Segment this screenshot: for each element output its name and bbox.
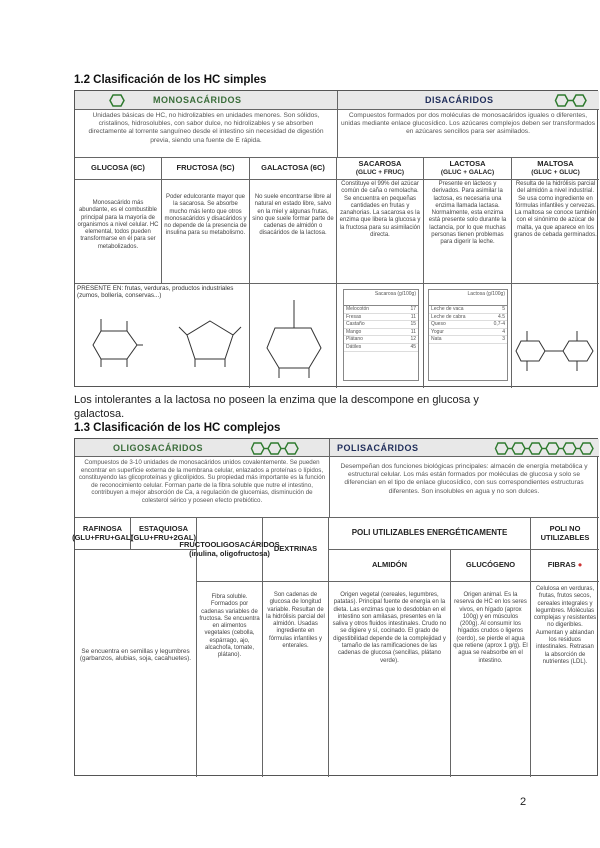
- mini-table-food: Nata: [431, 336, 442, 343]
- mini-table-value: 3: [502, 336, 505, 343]
- section-title-complex: 1.3 Clasificación de los HC complejos: [74, 422, 281, 434]
- fructose-ring-icon: [175, 313, 245, 369]
- maltosa-text: Resulta de la hidrólisis parcial del almidón a nivel industrial. Se usa como ingrediente en fórmulas infantiles y cervezas. La maltosa se conoce también con el sinónimo de azúcar de malta, ya que aparece en los granos de cebada germinados.: [512, 180, 599, 284]
- col-fructosa-header: FRUCTOSA (5C): [162, 158, 250, 180]
- col-fos-header: FRUCTOOLIGOSACÁRIDOS (inulina, oligofructosa): [197, 518, 263, 582]
- fibras-text: Celulosa en verduras, frutas, frutos secos, cereales integrales y legumbres. Moléculas complejas y resistentes no digeribles. Aumentan y ablandan los residuos intestinales. Retrasan la absorción de nutrientes (LDL).: [533, 586, 597, 665]
- mini-table-row: [344, 336, 418, 344]
- mini-table-food: Queso: [431, 321, 446, 328]
- oligo-title: OLIGOSACÁRIDOS: [113, 443, 204, 453]
- mini-table-food: Fresas: [346, 313, 362, 320]
- complex-hc-table: [74, 438, 598, 776]
- di-description: Compuestos formados por dos moléculas de monosacáridos iguales o diferentes, unidas mediante enlace glucosídico. Los azúcares complejos deben ser transformados en azúcares sencillos para ser asimilados.: [341, 112, 596, 136]
- hexagon-icon: [109, 94, 125, 107]
- col-almidon-header: ALMIDÓN: [329, 550, 451, 582]
- col-estaquiosa-header: ESTAQUIOSA (GLU+FRU+2GAL): [131, 518, 197, 550]
- col-maltosa-header: MALTOSA (GLUC + GLUC): [512, 158, 599, 180]
- fructosa-text: Poder edulcorante mayor que la sacarosa. Se absorbe mucho más lento que otros monosacáridos y disacáridos y no depende de la presencia de insulina para su metabolismo.: [162, 180, 250, 284]
- galactosa-text: No suele encontrarse libre al natural en estado libre, salvo en la miel y algunas frutas, sino que suele formar parte de cadenas de almidón o disacáridos de la lactosa.: [250, 180, 337, 284]
- mini-table-value: 0,7-4: [493, 321, 505, 328]
- mini-table-food: Yogur: [431, 328, 444, 335]
- mini-table-row: [429, 329, 507, 337]
- mini-table-row: [344, 314, 418, 322]
- mini-table-food: Leche de cabra: [431, 313, 466, 320]
- col-glucosa-header: GLUCOSA (6C): [75, 158, 162, 180]
- lactose-intolerance-note: Los intolerantes a la lactosa no poseen la enzima que la descompone en glucosa y galactosa.: [74, 394, 479, 420]
- glucosa-text: Monosacárido más abundante, es el combustible principal para la mayoría de organismos a nivel celular. HC elemental, todos pueden transformarse en él para ser metabolizados.: [75, 180, 162, 284]
- double-hexagon-icon: [555, 94, 587, 107]
- simple-hc-table: [74, 90, 598, 387]
- col-fibras-header: FIBRAS ●: [531, 550, 599, 582]
- mini-table-food: Mango: [346, 328, 362, 335]
- mini-table-row: [344, 321, 418, 329]
- col-glucogeno-header: GLUCÓGENO: [451, 550, 531, 582]
- mini-table-row: [429, 321, 507, 329]
- maltose-ring-icon: [515, 327, 597, 375]
- mini-table-value: 45: [410, 343, 416, 350]
- mini-table-value: 11: [410, 328, 416, 335]
- mono-description: Unidades básicas de HC, no hidrolizables en unidades menores. Son sólidos, cristalinos, hidrosolubles, con sabor dulce, no hidrolizables y se absorben directamente al torrente sanguíneo desde el intestino sin necesidad de digestión previa, siendo una fuente de E rápida.: [88, 112, 324, 144]
- mini-table-food: Castaño: [346, 321, 365, 328]
- mini-table-value: 12: [410, 336, 416, 343]
- mini-table-row: [429, 336, 507, 344]
- fos-text: Fibra soluble. Formados por cadenas variables de fructosa. Se encuentra en alimentos vegetales (cebolla, espárrago, ajo, alcachofa, tomate, plátano).: [197, 582, 263, 777]
- mini-table-food: Dátiles: [346, 343, 362, 350]
- mono-title: MONOSACÁRIDOS: [153, 95, 242, 105]
- oligo-description: Compuestos de 3-10 unidades de monosacáridos unidos covalentemente. Se pueden encontrar en superficie externa de la membrana celular, enlazados a proteínas o lípidos, constituyendo las glicoproteínas y glicolípidos. Su propiedad más importante es la función de reconocimiento celular. Forman parte de la fibra soluble que nutre el intestino, contribuyen a mejor absorción de Ca, a regulación de glucemias, disminución de colesterol sérico y poseen efecto prebiótico.: [78, 459, 326, 504]
- mini-table-value: 4: [502, 328, 505, 335]
- mini-table-row: [344, 329, 418, 337]
- galactose-ring-icon: [261, 298, 327, 380]
- dextrinas-text: Son cadenas de glucosa de longitud variable. Resultan de la hidrólisis parcial del almidón. Usadas ingrediente en fórmulas infantiles y enterales.: [263, 582, 329, 777]
- mini-table-food: Plátano: [346, 336, 363, 343]
- col-sacarosa-header: SACAROSA (GLUC + FRUC): [337, 158, 424, 180]
- di-title: DISACÁRIDOS: [425, 95, 494, 105]
- mini-table-row: [344, 344, 418, 352]
- col-dextrinas-header: DEXTRINAS: [263, 518, 329, 582]
- mini-table-food: Leche de vaca: [431, 306, 464, 312]
- glucogeno-text: Origen animal. Es la reserva de HC en los seres vivos, en hígado (aprox 100g) y en músculos (200g). Al consumir los hígados crudos o ligeros (cerdo), se pierde el agua que retiene (aprox 1 g/g). El agua se reabsorbe en el intestino.: [451, 582, 531, 777]
- almidon-text: Origen vegetal (cereales, legumbres, patatas). Principal fuente de energía en la dieta. Las enzimas que lo desdoblan en el intestino son amilasas, presentes en la saliva y otros fluidos intestinales. Crudo no se digiere y sí, cocinado. El grado de digestibilidad depende de la complejidad y tamaño de las ramificaciones de las cadenas de glucosa (sencillas, plátano verde).: [329, 582, 451, 777]
- poli-description: Desempeñan dos funciones biológicas principales: almacén de energía metabólica y estructural celular. Los más están formados por moléculas de glucosa y solo se diferencian en el tipo de enlace glucosídico, con sus correspondientes estructuras diferentes. Son insolubles en agua y no son dulces.: [340, 463, 588, 495]
- fructose-presence: PRESENTE EN: frutas, verduras, productos industriales (zumos, bollería, conservas...): [75, 284, 250, 388]
- hexagon-chain-icon: [251, 442, 311, 455]
- rafinosa-estaquiosa-text: Se encuentra en semillas y legumbres (garbanzos, alubias, soja, cacahuetes).: [75, 550, 197, 777]
- mini-table-value: 5: [502, 306, 505, 312]
- mini-table-value: 17: [410, 306, 416, 312]
- sacarosa-mini-table: Sacarosa (g/100g) Melocotón 17 Fresas 11 Castaño 15 Mango 11 Plátano 12 Dátiles 45: [343, 289, 419, 381]
- lactosa-text: Presente en lácteos y derivados. Para asimilar la lactosa, es necesaria una enzima llamada lactasa. Normalmente, esta enzima está presente solo durante la lactancia, por lo que muchas personas tienen problemas para digerir la leche.: [424, 180, 512, 284]
- lactosa-mini-table: Lactosa (g/100g) Leche de vaca 5 Leche de cabra 4.5 Queso 0,7-4 Yogur 4 Nata 3: [428, 289, 508, 381]
- mini-table-row: [429, 306, 507, 314]
- mini-table-value: 11: [410, 313, 416, 320]
- mini-table-value: 15: [410, 321, 416, 328]
- mini-table-row: [344, 306, 418, 314]
- sacarosa-text: Constituye el 99% del azúcar común de caña o remolacha. Se encuentra en pequeñas cantidades en frutas y zanahorias. La sacarosa es la enzima que libera la glucosa y la fructosa para su asimilación directa.: [337, 180, 424, 284]
- mini-table-food: Melocotón: [346, 306, 370, 312]
- col-rafinosa-header: RAFINOSA (GLU+FRU+GAL): [75, 518, 131, 550]
- mini-table-row: [429, 314, 507, 322]
- col-lactosa-header: LACTOSA (GLUC + GALAC): [424, 158, 512, 180]
- poli-title: POLISACÁRIDOS: [337, 443, 419, 453]
- poli-no-utilizables-header: POLI NO UTILIZABLES: [531, 518, 599, 550]
- fibras-marker-icon: ●: [577, 560, 583, 570]
- long-hexagon-chain-icon: [495, 442, 595, 455]
- poli-utilizables-header: POLI UTILIZABLES ENERGÉTICAMENTE: [329, 518, 531, 550]
- section-title-simple: 1.2 Clasificación de los HC simples: [74, 74, 267, 86]
- col-galactosa-header: GALACTOSA (6C): [250, 158, 337, 180]
- mini-table-value: 4.5: [498, 313, 505, 320]
- page-number: 2: [520, 796, 527, 808]
- glucose-ring-icon: [85, 309, 147, 369]
